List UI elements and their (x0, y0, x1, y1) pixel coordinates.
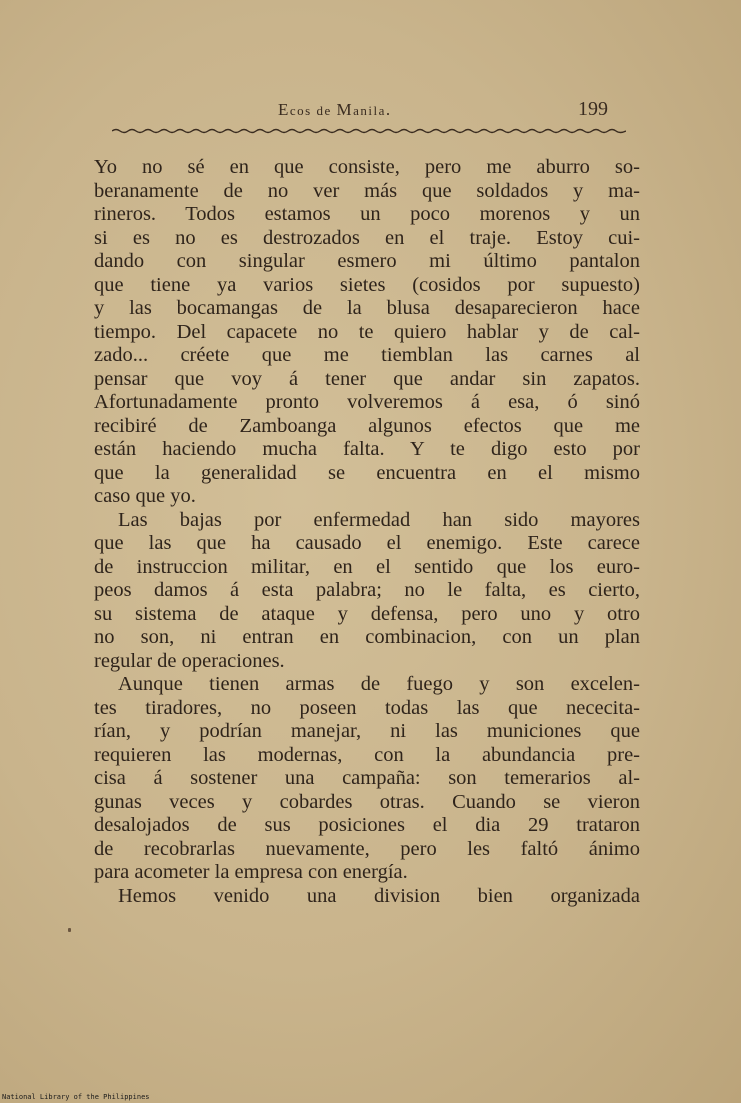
text-line: que la generalidad se encuentra en el mismo (94, 461, 640, 484)
text-line: para acometer la empresa con energía. (94, 861, 408, 883)
text-line: si es no es destrozados en el traje. Estoy cui- (94, 226, 640, 249)
running-title (278, 100, 392, 120)
text-line: zado... créete que me tiemblan las carnes al (94, 344, 640, 366)
text-line: dando con singular esmero mi último pantalon (94, 250, 640, 272)
decorative-wavy-rule (112, 128, 626, 134)
text-line: que tiene ya varios sietes (cosidos por supuesto) (94, 273, 640, 296)
text-line: recibiré de Zamboanga algunos efectos que me (94, 414, 640, 437)
running-header (0, 96, 741, 128)
text-line: de recobrarlas nuevamente, pero les faltó ánimo (94, 837, 640, 860)
title-initial-m: M (336, 100, 354, 119)
text-line: rían, y podrían manejar, ni las municiones que (94, 720, 640, 742)
text-line: pensar que voy á tener que andar sin zapatos. (94, 367, 640, 390)
text-line: Afortunadamente pronto volveremos á esa, ó sinó (94, 391, 640, 413)
text-line: y las bocamangas de la blusa desaparecieron hace (94, 297, 640, 319)
text-line: cisa á sostener una campaña: son temerarios al- (94, 767, 640, 789)
title-small-caps-cos-de: cos de (289, 103, 337, 118)
text-line: Aunque tienen armas de fuego y son excelen- (118, 673, 640, 695)
text-line: requieren las modernas, con la abundancia pre- (94, 743, 640, 766)
text-line: su sistema de ataque y defensa, pero uno y otro (94, 602, 640, 625)
text-line: peos damos á esta palabra; no le falta, es cierto, (94, 579, 640, 601)
text-line: están haciendo mucha falta. Y te digo esto por (94, 438, 640, 460)
text-line: de instruccion militar, en el sentido que los euro- (94, 555, 640, 578)
title-small-caps-anila: anila (353, 103, 386, 118)
text-line: gunas veces y cobardes otras. Cuando se vieron (94, 790, 640, 813)
text-line: caso que yo. (94, 485, 196, 507)
text-line: tes tiradores, no poseen todas las que nececita- (94, 696, 640, 719)
body-text (94, 156, 640, 908)
text-line: Las bajas por enfermedad han sido mayores (118, 508, 640, 531)
text-line: beranamente de no ver más que soldados y ma- (94, 179, 640, 202)
text-line: Yo no sé en que consiste, pero me aburro so- (94, 156, 640, 178)
margin-mark (68, 928, 71, 932)
text-line: desalojados de sus posiciones el dia 29 trataron (94, 814, 640, 836)
page-number: 199 (578, 98, 608, 120)
title-period: . (385, 100, 392, 119)
text-line: que las que ha causado el enemigo. Este carece (94, 532, 640, 554)
library-credit: National Library of the Philippines (2, 1093, 150, 1101)
title-initial-e: E (278, 100, 290, 119)
text-line: regular de operaciones. (94, 649, 285, 672)
text-line: tiempo. Del capacete no te quiero hablar y de cal- (94, 320, 640, 343)
text-line: no son, ni entran en combinacion, con un plan (94, 626, 640, 648)
text-line: Hemos venido una division bien organizada (118, 884, 640, 907)
text-line: rineros. Todos estamos un poco morenos y un (94, 203, 640, 225)
